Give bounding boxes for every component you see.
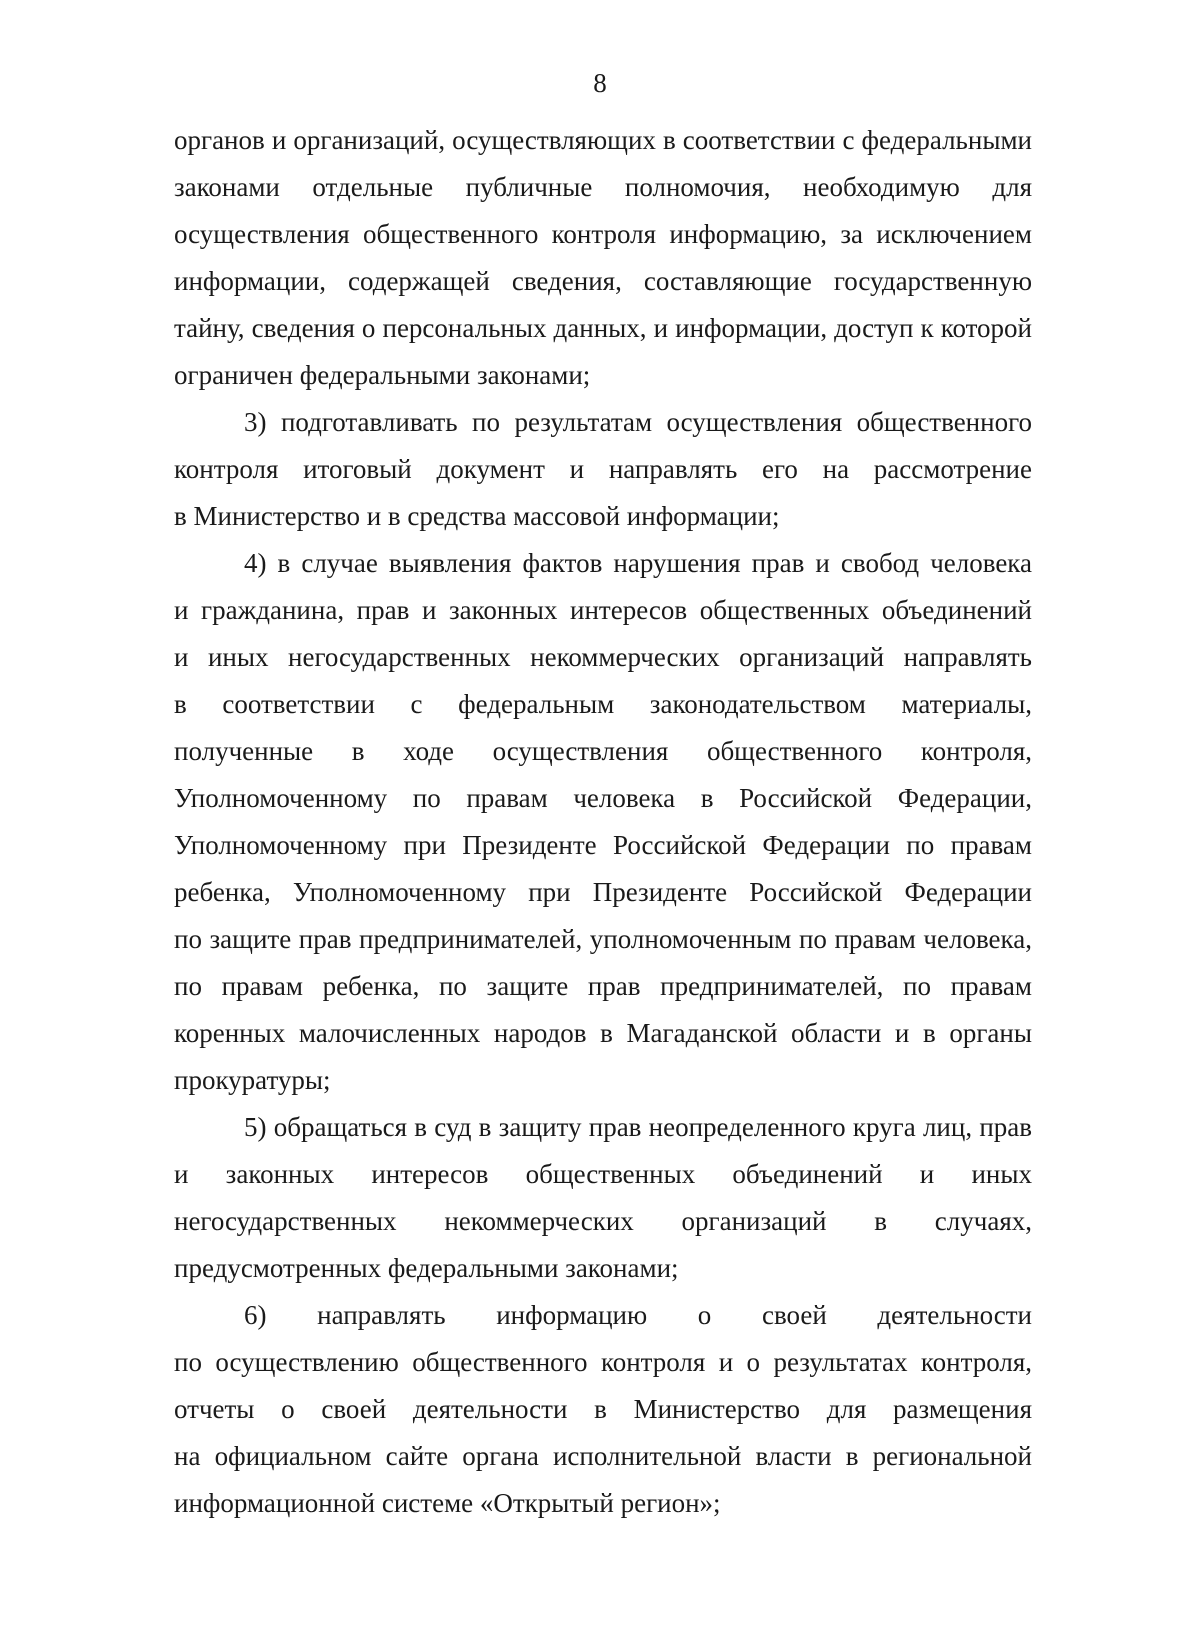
paragraph-item-3 [174, 399, 1032, 540]
text-line: 5) обращаться в суд в защиту прав неопределенного круга лиц, прав [244, 1112, 1032, 1142]
text-line: по осуществлению общественного контроля и о результатах контроля, [174, 1347, 1032, 1377]
text-line: по правам ребенка, по защите прав предпринимателей, по правам [174, 971, 1032, 1001]
paragraph-continuation [174, 117, 1032, 399]
text-line: предусмотренных федеральными законами; [174, 1253, 679, 1283]
text-line: и иных негосударственных некоммерческих организаций направлять [174, 642, 1032, 672]
text-line: и законных интересов общественных объединений и иных [174, 1159, 1032, 1189]
text-line: в Министерство и в средства массовой информации; [174, 501, 780, 531]
text-line: информации, содержащей сведения, составляющие государственную [174, 266, 1032, 296]
text-line: и гражданина, прав и законных интересов общественных объединений [174, 595, 1032, 625]
text-line: осуществления общественного контроля информацию, за исключением [174, 219, 1032, 249]
text-line: Уполномоченному по правам человека в Российской Федерации, [174, 783, 1032, 813]
text-line: прокуратуры; [174, 1065, 331, 1095]
document-body [174, 117, 1032, 1527]
text-line: информационной системе «Открытый регион»; [174, 1488, 721, 1518]
text-line: по защите прав предпринимателей, уполномоченным по правам человека, [174, 924, 1032, 954]
text-line: 3) подготавливать по результатам осуществления общественного [244, 407, 1032, 437]
text-line: органов и организаций, осуществляющих в соответствии с федеральными [174, 125, 1032, 155]
text-line: полученные в ходе осуществления общественного контроля, [174, 736, 1032, 766]
paragraph-item-5 [174, 1104, 1032, 1292]
text-line: отчеты о своей деятельности в Министерство для размещения [174, 1394, 1032, 1424]
text-line: 4) в случае выявления фактов нарушения прав и свобод человека [244, 548, 1032, 578]
text-line: контроля итоговый документ и направлять его на рассмотрение [174, 454, 1032, 484]
text-line: Уполномоченному при Президенте Российской Федерации по правам [174, 830, 1032, 860]
text-line: законами отдельные публичные полномочия, необходимую для [174, 172, 1032, 202]
text-line: негосударственных некоммерческих организаций в случаях, [174, 1206, 1032, 1236]
paragraph-item-6 [174, 1292, 1032, 1527]
text-line: тайну, сведения о персональных данных, и информации, доступ к которой [174, 313, 1032, 343]
text-line: ребенка, Уполномоченному при Президенте Российской Федерации [174, 877, 1032, 907]
page-number: 8 [593, 68, 607, 98]
text-line: ограничен федеральными законами; [174, 360, 591, 390]
text-line: 6) направлять информацию о своей деятельности [244, 1300, 1032, 1330]
text-line: в соответствии с федеральным законодательством материалы, [174, 689, 1032, 719]
text-line: на официальном сайте органа исполнительной власти в региональной [174, 1441, 1032, 1471]
paragraph-item-4 [174, 540, 1032, 1104]
text-line: коренных малочисленных народов в Магаданской области и в органы [174, 1018, 1032, 1048]
